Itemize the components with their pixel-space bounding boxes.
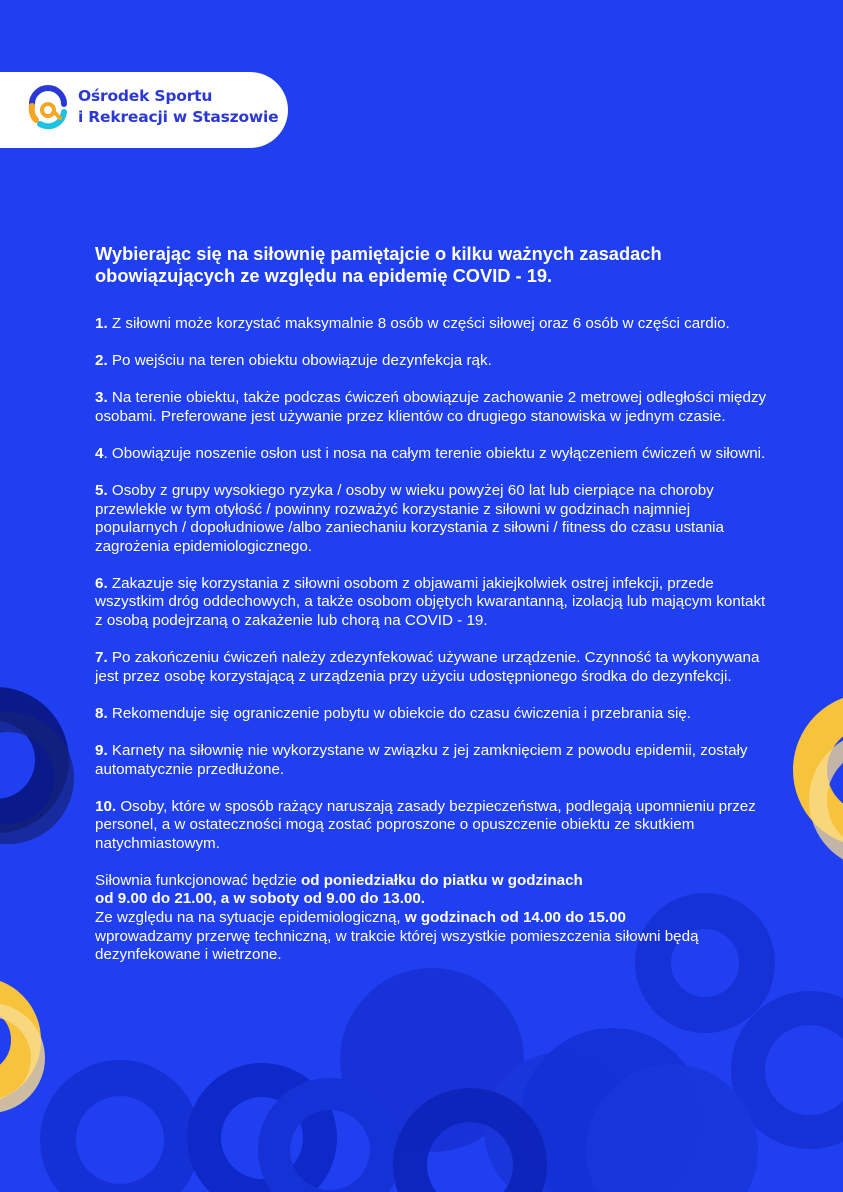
rule-7 — [95, 649, 775, 686]
rule-number: 2. — [95, 352, 108, 370]
logo-line-1: Ośrodek Sportu — [78, 87, 213, 105]
rule-text: Osoby z grupy wysokiego ryzyka / osoby w wieku powyżej 60 lat lub cierpiące na choroby przewlekłe w tym otyłość / powinny rozważyć korzystanie z siłowni w godzinach najmniej popularnych / dopołudniowe /albo zaniechaniu korzystania z siłowni / fitness do czasu ustania zagrożenia epidemiologicznego. — [95, 481, 724, 555]
rule-number: 5. — [95, 481, 108, 499]
break-line-2: wprowadzamy przerwę techniczną, w trakcie której wszystkie pomieszczenia siłowni będą dezynfekowane i wietrzone. — [95, 927, 699, 964]
rule-number: 6. — [95, 574, 108, 592]
rule-number: 3. — [95, 389, 108, 407]
rule-3 — [95, 389, 775, 426]
logo-icon — [24, 82, 72, 136]
rule-text: . Obowiązuje noszenie osłon ust i nosa na całym terenie obiektu z wyłączeniem ćwiczeń w siłowni. — [103, 444, 766, 462]
logo-text — [78, 86, 278, 128]
rule-text: Rekomenduje się ograniczenie pobytu w obiekcie do czasu ćwiczenia i przebrania się. — [107, 704, 692, 722]
rule-6 — [95, 575, 775, 631]
hours-text: Siłownia funkcjonować będzie — [95, 871, 301, 889]
hours-bold: od 9.00 do 21.00, a w soboty od 9.00 do 13.00. — [95, 890, 426, 908]
rule-4 — [95, 445, 775, 464]
rule-2 — [95, 352, 775, 371]
rule-9 — [95, 742, 775, 779]
rule-number: 8. — [95, 704, 108, 722]
opening-hours-note — [95, 872, 775, 965]
break-text: Ze względu na na sytuacje epidemiologiczną, — [95, 909, 405, 927]
rule-10 — [95, 798, 775, 854]
hours-bold: od poniedziałku do piatku w godzinach — [301, 871, 583, 889]
rule-1 — [95, 315, 775, 334]
logo-badge — [0, 72, 288, 148]
rule-5 — [95, 482, 775, 556]
hours-line-1 — [95, 872, 775, 891]
rule-number: 9. — [95, 741, 108, 759]
rule-text: Po zakończeniu ćwiczeń należy zdezynfekować używane urządzenie. Czynność ta wykonywana jest przez osobę korzystającą z urządzenia przy użyciu udostępnionego środka do dezynfekcji. — [95, 649, 760, 685]
rule-text: Po wejściu na teren obiektu obowiązuje dezynfekcja rąk. — [107, 352, 492, 370]
rule-text: Zakazuje się korzystania z siłowni osobom z objawami jakiejkolwiek ostrej infekcji, przede wszystkim dróg oddechowych, a także osobom objętych kwarantanną, izolacją lub mającym kontakt z osobą podejrzaną o zakażenie lub chorą na COVID - 19. — [95, 574, 766, 630]
break-line-1 — [95, 909, 775, 928]
heading: Wybierając się na siłownię pamiętajcie o kilku ważnych zasadach obowiązujących ze względu na epidemię COVID - 19. — [95, 243, 662, 286]
rule-text: Karnety na siłownię nie wykorzystane w związku z jej zamknięciem z powodu epidemii, zostały automatycznie przedłużone. — [95, 741, 748, 778]
rule-text: Na terenie obiektu, także podczas ćwiczeń obowiązuje zachowanie 2 metrowej odległości między osobami. Preferowane jest używanie przez klientów co drugiego stanowiska w jednym czasie. — [95, 389, 767, 425]
logo-line-2: i Rekreacji w Staszowie — [78, 108, 279, 126]
rule-number: 4 — [95, 444, 104, 462]
break-bold: w godzinach od 14.00 do 15.00 — [404, 909, 626, 927]
rule-number: 1. — [95, 315, 108, 332]
rules-content — [95, 243, 775, 965]
hours-line-2 — [95, 890, 775, 909]
rule-8 — [95, 705, 775, 724]
rule-number: 7. — [95, 649, 108, 667]
rule-number: 10. — [95, 797, 117, 815]
rule-text: Osoby, które w sposób rażący naruszają zasady bezpieczeństwa, podlegają upomnieniu przez personel, a w ostateczności mogą zostać poproszone o opuszczenie obiektu ze skutkiem natychmiastowym. — [95, 797, 756, 852]
rule-text: Z siłowni może korzystać maksymalnie 8 osób w części siłowej oraz 6 osób w części cardio. — [107, 315, 730, 332]
